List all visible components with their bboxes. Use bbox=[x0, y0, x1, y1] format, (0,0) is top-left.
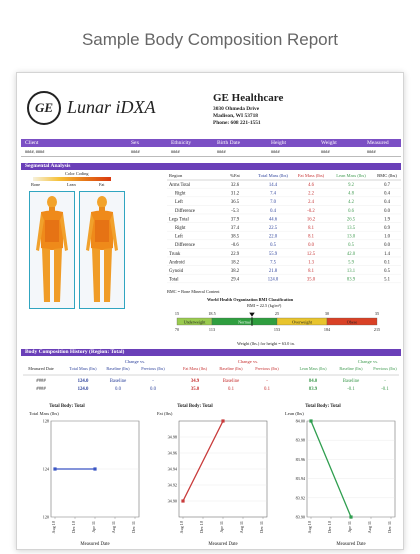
column-header: Height bbox=[271, 140, 286, 146]
chart-title: Total Body: Total bbox=[49, 404, 85, 409]
chart-y-tick: 84.00 bbox=[295, 418, 305, 424]
table-cell: 0.4 bbox=[384, 191, 390, 197]
patient-value: #### bbox=[171, 149, 180, 154]
bmi-category-label: Underweight bbox=[183, 319, 206, 325]
table-cell: 31.2 bbox=[230, 191, 240, 197]
region-label: Total bbox=[169, 277, 179, 283]
table-cell: 37.4 bbox=[230, 226, 240, 231]
table-cell: 0.5 bbox=[270, 243, 276, 249]
change-group-label: Change vs. bbox=[237, 359, 259, 364]
table-cell: 22.5 bbox=[268, 226, 278, 231]
table-cell: 22.9 bbox=[230, 251, 240, 257]
chart-y-label: Total Mass (lbs) bbox=[29, 411, 59, 416]
table-cell: 0.4 bbox=[270, 208, 276, 214]
chart-x-label: Measured Date bbox=[80, 542, 110, 547]
table-cell: 2.2 bbox=[308, 191, 314, 197]
chart-x-tick: Aug 10 bbox=[51, 521, 56, 534]
history-chart bbox=[29, 404, 139, 547]
bmi-value: BMI = 22.5 (kg/m²) bbox=[247, 303, 282, 308]
table-cell: 7.0 bbox=[270, 200, 276, 206]
region-label: Trunk bbox=[169, 251, 181, 257]
bmc-note: BMC = Bone Mineral Content bbox=[167, 289, 220, 294]
product-name: Lunar iDXA bbox=[67, 97, 156, 117]
chart-y-tick: 34.92 bbox=[167, 482, 177, 488]
region-label: Difference bbox=[175, 208, 195, 214]
chart-y-tick: 34.94 bbox=[167, 466, 177, 472]
table-cell: 5.9 bbox=[348, 260, 354, 266]
history-chart bbox=[157, 404, 267, 547]
table-cell: 124.0 bbox=[267, 277, 279, 283]
history-cell: 0.0 bbox=[150, 387, 156, 392]
region-label: Gynoid bbox=[169, 269, 184, 274]
column-header: Client bbox=[25, 140, 39, 146]
chart-x-tick: Dec 11 bbox=[131, 521, 136, 533]
change-group-label: Change vs. bbox=[357, 359, 379, 364]
history-cell: 83.9 bbox=[308, 387, 318, 392]
table-cell: 44.6 bbox=[268, 217, 278, 223]
bone-label: Bone bbox=[31, 182, 41, 187]
table-cell: 29.4 bbox=[230, 277, 240, 283]
fat-label: Fat bbox=[99, 182, 105, 187]
page-title: Sample Body Composition Report bbox=[81, 30, 339, 49]
table-cell: 1.3 bbox=[308, 260, 314, 266]
table-cell: -0.2 bbox=[307, 208, 315, 214]
column-header: Birth Date bbox=[217, 140, 241, 146]
region-label: Arms Total bbox=[169, 183, 191, 188]
bmi-scale bbox=[167, 310, 387, 338]
history-cell: #### bbox=[36, 387, 46, 392]
history-cell: 84.0 bbox=[308, 379, 318, 384]
table-cell: 0.9 bbox=[384, 226, 390, 231]
history-cell: 0.0 bbox=[115, 387, 121, 392]
patient-values-row bbox=[23, 149, 399, 155]
chart-x-tick: Apr 11 bbox=[347, 521, 352, 533]
table-cell: 1.4 bbox=[384, 251, 390, 257]
chart-y-tick: 83.90 bbox=[295, 514, 305, 520]
history-cell: Baseline bbox=[222, 379, 240, 384]
table-cell: 0.1 bbox=[384, 260, 390, 266]
lean-label: Lean bbox=[67, 182, 76, 187]
table-cell: 2.4 bbox=[308, 200, 314, 206]
table-cell: 4.6 bbox=[308, 183, 314, 188]
table-cell: 37.9 bbox=[230, 217, 240, 223]
table-cell: 22.0 bbox=[268, 234, 278, 240]
bmi-weight-label: 153 bbox=[273, 327, 281, 332]
history-cell: Baseline bbox=[109, 379, 127, 384]
table-cell: 0.5 bbox=[384, 269, 390, 274]
chart-title: Total Body: Total bbox=[177, 404, 213, 409]
history-cell: - bbox=[266, 379, 268, 384]
address-line: Madison, WI 53718 bbox=[213, 113, 258, 119]
table-cell: 7.4 bbox=[270, 191, 276, 197]
chart-x-tick: Aug 11 bbox=[239, 521, 244, 534]
table-cell: 16.2 bbox=[306, 217, 316, 223]
chart-y-label: Fat (lbs) bbox=[157, 411, 173, 416]
history-column-header: Measured Date bbox=[28, 366, 54, 371]
chart-y-tick: 83.96 bbox=[295, 456, 305, 462]
table-cell: 0.0 bbox=[384, 243, 390, 249]
chart-x-tick: Aug 10 bbox=[179, 521, 184, 534]
chart-x-tick: Aug 11 bbox=[111, 521, 116, 534]
column-header: Measured bbox=[367, 140, 389, 146]
segmental-table-svg bbox=[133, 171, 403, 295]
history-charts bbox=[21, 401, 401, 549]
chart-y-tick: 83.98 bbox=[295, 437, 305, 443]
patient-value: #### bbox=[321, 149, 330, 154]
table-column-header: Fat Mass (lbs) bbox=[297, 173, 325, 178]
chart-x-tick: Dec 10 bbox=[71, 521, 76, 533]
table-cell: 83.9 bbox=[346, 277, 356, 283]
segmental-table bbox=[133, 171, 403, 295]
chart-x-tick: Aug 11 bbox=[367, 521, 372, 534]
table-cell: 0.0 bbox=[308, 243, 314, 249]
table-cell: 13.5 bbox=[346, 226, 356, 231]
bmi-tick-label: 15 bbox=[174, 311, 180, 316]
patient-value: #### bbox=[271, 149, 280, 154]
table-cell: 26.5 bbox=[346, 217, 356, 223]
bmi-weight-label: 113 bbox=[208, 327, 216, 332]
table-cell: 0.5 bbox=[348, 243, 354, 249]
bmi-weight-label: 70 bbox=[174, 327, 180, 332]
table-cell: 8.1 bbox=[308, 234, 314, 240]
chart-y-tick: 34.90 bbox=[167, 498, 177, 504]
history-column-header: Baseline (lbs) bbox=[106, 366, 130, 371]
table-cell: 12.5 bbox=[306, 251, 316, 257]
chart-x-label: Measured Date bbox=[208, 542, 238, 547]
chart-y-tick: 120 bbox=[42, 514, 49, 520]
change-group-label: Change vs. bbox=[124, 359, 146, 364]
history-chart bbox=[285, 404, 395, 547]
region-label: Legs Total bbox=[169, 217, 189, 223]
table-cell: 8.1 bbox=[308, 269, 314, 274]
bmi-title: World Health Organization BMI Classification bbox=[207, 297, 294, 302]
patient-value: #### bbox=[367, 149, 376, 154]
region-label: Right bbox=[175, 226, 186, 231]
history-cell: 0.1 bbox=[228, 387, 234, 392]
chart-x-tick: Apr 11 bbox=[219, 521, 224, 533]
divider bbox=[21, 156, 401, 157]
table-column-header: BMC (lbs) bbox=[377, 173, 397, 178]
region-label: Right bbox=[175, 191, 186, 197]
history-cell: - bbox=[384, 379, 386, 384]
history-column-header: Total Mass (lbs) bbox=[69, 366, 97, 371]
bmi-tick-label: 30 bbox=[324, 311, 330, 316]
chart-x-label: Measured Date bbox=[336, 542, 366, 547]
table-cell: 0.7 bbox=[384, 183, 390, 188]
report-page bbox=[16, 72, 404, 550]
table-cell: 13.1 bbox=[346, 269, 356, 274]
body-scan-image-right bbox=[79, 191, 125, 309]
chart-point bbox=[93, 467, 96, 470]
organization-name: GE Healthcare bbox=[213, 92, 284, 104]
chart-x-tick: Dec 10 bbox=[327, 521, 332, 533]
history-table bbox=[23, 358, 399, 400]
address-line: 3030 Ohmeda Drive bbox=[213, 106, 260, 112]
table-column-header: Total Mass (lbs) bbox=[258, 173, 288, 178]
column-header: Sex bbox=[131, 140, 140, 146]
table-cell: 36.5 bbox=[230, 200, 240, 206]
bmi-category-label: Obese bbox=[346, 319, 358, 325]
table-cell: 9.2 bbox=[348, 183, 354, 188]
chart-x-tick: Dec 11 bbox=[259, 521, 264, 533]
chart-x-tick: Dec 11 bbox=[387, 521, 392, 533]
table-cell: 0.6 bbox=[348, 208, 354, 214]
chart-x-tick: Dec 10 bbox=[199, 521, 204, 533]
table-cell: 38.2 bbox=[230, 269, 240, 274]
chart-y-tick: 124 bbox=[42, 466, 49, 472]
history-cell: 0.1 bbox=[264, 387, 270, 392]
chart-point bbox=[309, 419, 312, 422]
region-label: Android bbox=[169, 260, 185, 266]
table-column-header: Region bbox=[169, 173, 183, 178]
bmi-tick-label: 18.5 bbox=[208, 311, 216, 316]
history-cell: Baseline bbox=[342, 379, 360, 384]
bmi-category-label: Overweight bbox=[292, 319, 312, 325]
body-scan-image-left bbox=[29, 191, 75, 309]
table-cell: 8.1 bbox=[308, 226, 314, 231]
patient-header-bar bbox=[21, 139, 401, 147]
chart-y-tick: 83.94 bbox=[295, 476, 305, 482]
bmi-weight-label: 184 bbox=[323, 327, 331, 332]
history-column-header: Previous (lbs) bbox=[255, 366, 279, 371]
color-coding-label: Color Coding bbox=[65, 171, 89, 176]
table-cell: 18.2 bbox=[230, 260, 240, 266]
history-column-header: Baseline (lbs) bbox=[339, 366, 363, 371]
chart-y-tick: 83.92 bbox=[295, 495, 305, 501]
history-column-header: Lean Mass (lbs) bbox=[299, 366, 327, 371]
history-cell: 124.0 bbox=[77, 387, 89, 392]
table-cell: 4.2 bbox=[348, 200, 354, 206]
history-cell: 34.9 bbox=[190, 379, 200, 384]
table-column-header: Lean Mass (lbs) bbox=[336, 173, 366, 178]
table-cell: 55.9 bbox=[268, 251, 278, 257]
chart-y-tick: 128 bbox=[42, 418, 49, 424]
bmi-category-label: Normal bbox=[238, 319, 251, 325]
table-cell: 42.0 bbox=[346, 251, 356, 257]
table-cell: -0.6 bbox=[231, 243, 239, 249]
region-label: Left bbox=[175, 234, 183, 240]
table-cell: -5.3 bbox=[231, 208, 239, 214]
table-cell: 13.0 bbox=[346, 234, 356, 240]
chart-y-label: Lean (lbs) bbox=[285, 411, 304, 416]
table-cell: 7.5 bbox=[270, 260, 276, 266]
patient-value: ####, #### bbox=[25, 149, 45, 154]
section-title: Body Composition History (Region: Total) bbox=[21, 349, 401, 356]
chart-point bbox=[349, 515, 352, 518]
patient-value: #### bbox=[217, 149, 226, 154]
column-header: Ethnicity bbox=[171, 140, 192, 146]
table-cell: 0.0 bbox=[384, 208, 390, 214]
ge-logo-icon: GE bbox=[27, 91, 61, 125]
table-cell: 5.1 bbox=[384, 277, 390, 283]
table-cell: 14.4 bbox=[268, 183, 278, 188]
column-header: Weight bbox=[321, 140, 337, 146]
history-column-header: Fat Mass (lbs) bbox=[183, 366, 207, 371]
bmi-caption: Weight (lbs.) for height = 63.0 in. bbox=[237, 341, 295, 346]
bmi-tick-label: 35 bbox=[374, 311, 380, 316]
patient-value: #### bbox=[131, 149, 140, 154]
table-cell: 21.8 bbox=[268, 269, 278, 274]
table-column-header: %Fat bbox=[230, 173, 240, 178]
history-cell: #### bbox=[36, 379, 46, 384]
chart-point bbox=[53, 467, 56, 470]
history-column-header: Baseline (lbs) bbox=[219, 366, 243, 371]
chart-y-tick: 34.96 bbox=[167, 450, 177, 456]
table-cell: 35.0 bbox=[306, 277, 316, 283]
table-cell: 4.8 bbox=[348, 191, 354, 197]
table-cell: 38.5 bbox=[230, 234, 240, 240]
history-column-header: Previous (lbs) bbox=[373, 366, 397, 371]
table-cell: 0.4 bbox=[384, 200, 390, 206]
chart-point bbox=[221, 419, 224, 422]
chart-x-tick: Apr 11 bbox=[91, 521, 96, 533]
section-title: Segmental Analysis bbox=[21, 163, 401, 170]
history-cell: 35.0 bbox=[190, 387, 200, 392]
bmi-tick-label: 25 bbox=[274, 311, 280, 316]
chart-y-tick: 34.98 bbox=[167, 434, 177, 440]
table-cell: 1.0 bbox=[384, 234, 390, 240]
table-cell: 32.6 bbox=[230, 183, 240, 188]
history-cell: 124.0 bbox=[77, 379, 89, 384]
body-silhouette-icon bbox=[80, 192, 124, 308]
chart-x-tick: Aug 10 bbox=[307, 521, 312, 534]
history-cell: -0.1 bbox=[381, 387, 389, 392]
bmi-weight-label: 215 bbox=[373, 327, 381, 332]
region-label: Difference bbox=[175, 243, 195, 249]
address-block bbox=[213, 106, 261, 127]
history-cell: - bbox=[152, 379, 154, 384]
body-silhouette-icon bbox=[30, 192, 74, 308]
history-cell: -0.1 bbox=[347, 387, 355, 392]
history-column-header: Previous (lbs) bbox=[141, 366, 165, 371]
region-label: Left bbox=[175, 200, 183, 206]
chart-point bbox=[181, 499, 184, 502]
color-coding-bar bbox=[33, 177, 111, 181]
address-line: Phone: 608 221-1551 bbox=[213, 120, 261, 126]
table-cell: 1.9 bbox=[384, 217, 390, 223]
chart-title: Total Body: Total bbox=[305, 404, 341, 409]
